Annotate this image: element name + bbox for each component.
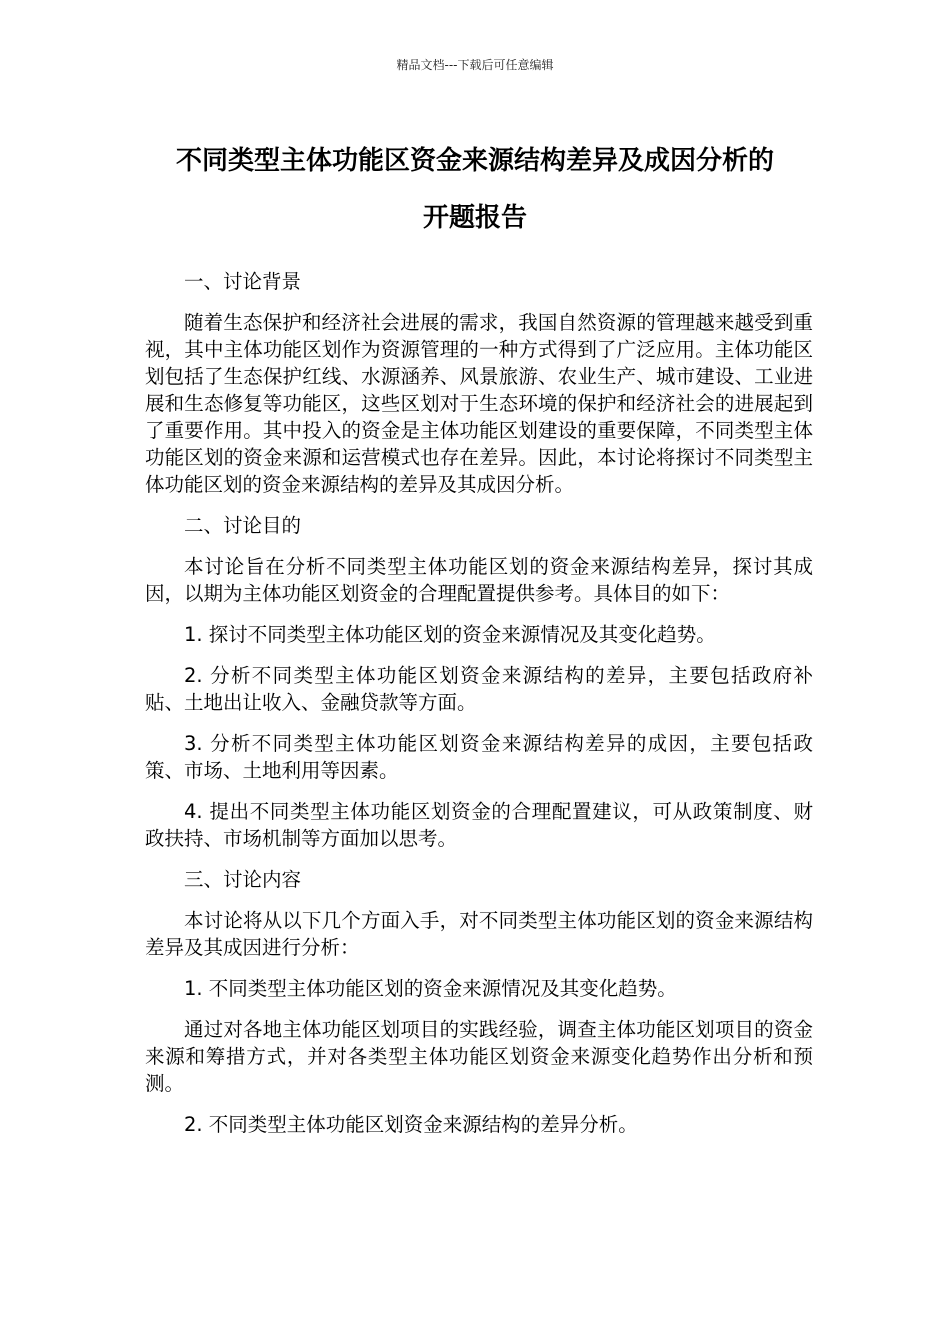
list-item: 1. 不同类型主体功能区划的资金来源情况及其变化趋势。 <box>184 977 677 1000</box>
list-item: 3. 分析不同类型主体功能区划资金来源结构差异的成因，主要包括政策、市场、土地利用等因素。 <box>145 732 813 782</box>
section-heading-background: 一、讨论背景 <box>184 270 302 293</box>
list-item: 1. 探讨不同类型主体功能区划的资金来源情况及其变化趋势。 <box>184 623 716 646</box>
list-item: 2. 分析不同类型主体功能区划资金来源结构的差异，主要包括政府补贴、土地出让收入、金融贷款等方面。 <box>145 664 813 714</box>
paragraph: 本讨论旨在分析不同类型主体功能区划的资金来源结构差异，探讨其成因，以期为主体功能区划资金的合理配置提供参考。具体目的如下： <box>145 555 813 605</box>
list-item: 2. 不同类型主体功能区划资金来源结构的差异分析。 <box>184 1113 638 1136</box>
document-title <box>100 133 850 247</box>
section-heading-content: 三、讨论内容 <box>184 868 302 891</box>
paragraph: 本讨论将从以下几个方面入手，对不同类型主体功能区划的资金来源结构差异及其成因进行分析： <box>145 909 813 959</box>
document-body <box>145 268 813 1152</box>
title-line-1: 不同类型主体功能区资金来源结构差异及成因分析的 <box>175 146 774 176</box>
title-line-2: 开题报告 <box>422 203 527 233</box>
section-heading-purpose: 二、讨论目的 <box>184 514 302 537</box>
paragraph: 随着生态保护和经济社会进展的需求，我国自然资源的管理越来越受到重视，其中主体功能区划作为资源管理的一种方式得到了广泛应用。主体功能区划包括了生态保护红线、水源涵养、风景旅游、农业生产、城市建设、工业进展和生态修复等功能区，这些区划对于生态环境的保护和经济社会的进展起到了重要作用。其中投入的资金是主体功能区划建设的重要保障，不同类型主体功能区划的资金来源和运营模式也存在差异。因此，本讨论将探讨不同类型主体功能区划的资金来源结构的差异及其成因分析。 <box>145 311 813 496</box>
header-note: 精品文档---下载后可任意编辑 <box>396 58 554 72</box>
list-item: 4. 提出不同类型主体功能区划资金的合理配置建议，可从政策制度、财政扶持、市场机制等方面加以思考。 <box>145 800 813 850</box>
paragraph: 通过对各地主体功能区划项目的实践经验，调查主体功能区划项目的资金来源和筹措方式，并对各类型主体功能区划资金来源变化趋势作出分析和预测。 <box>145 1018 813 1095</box>
